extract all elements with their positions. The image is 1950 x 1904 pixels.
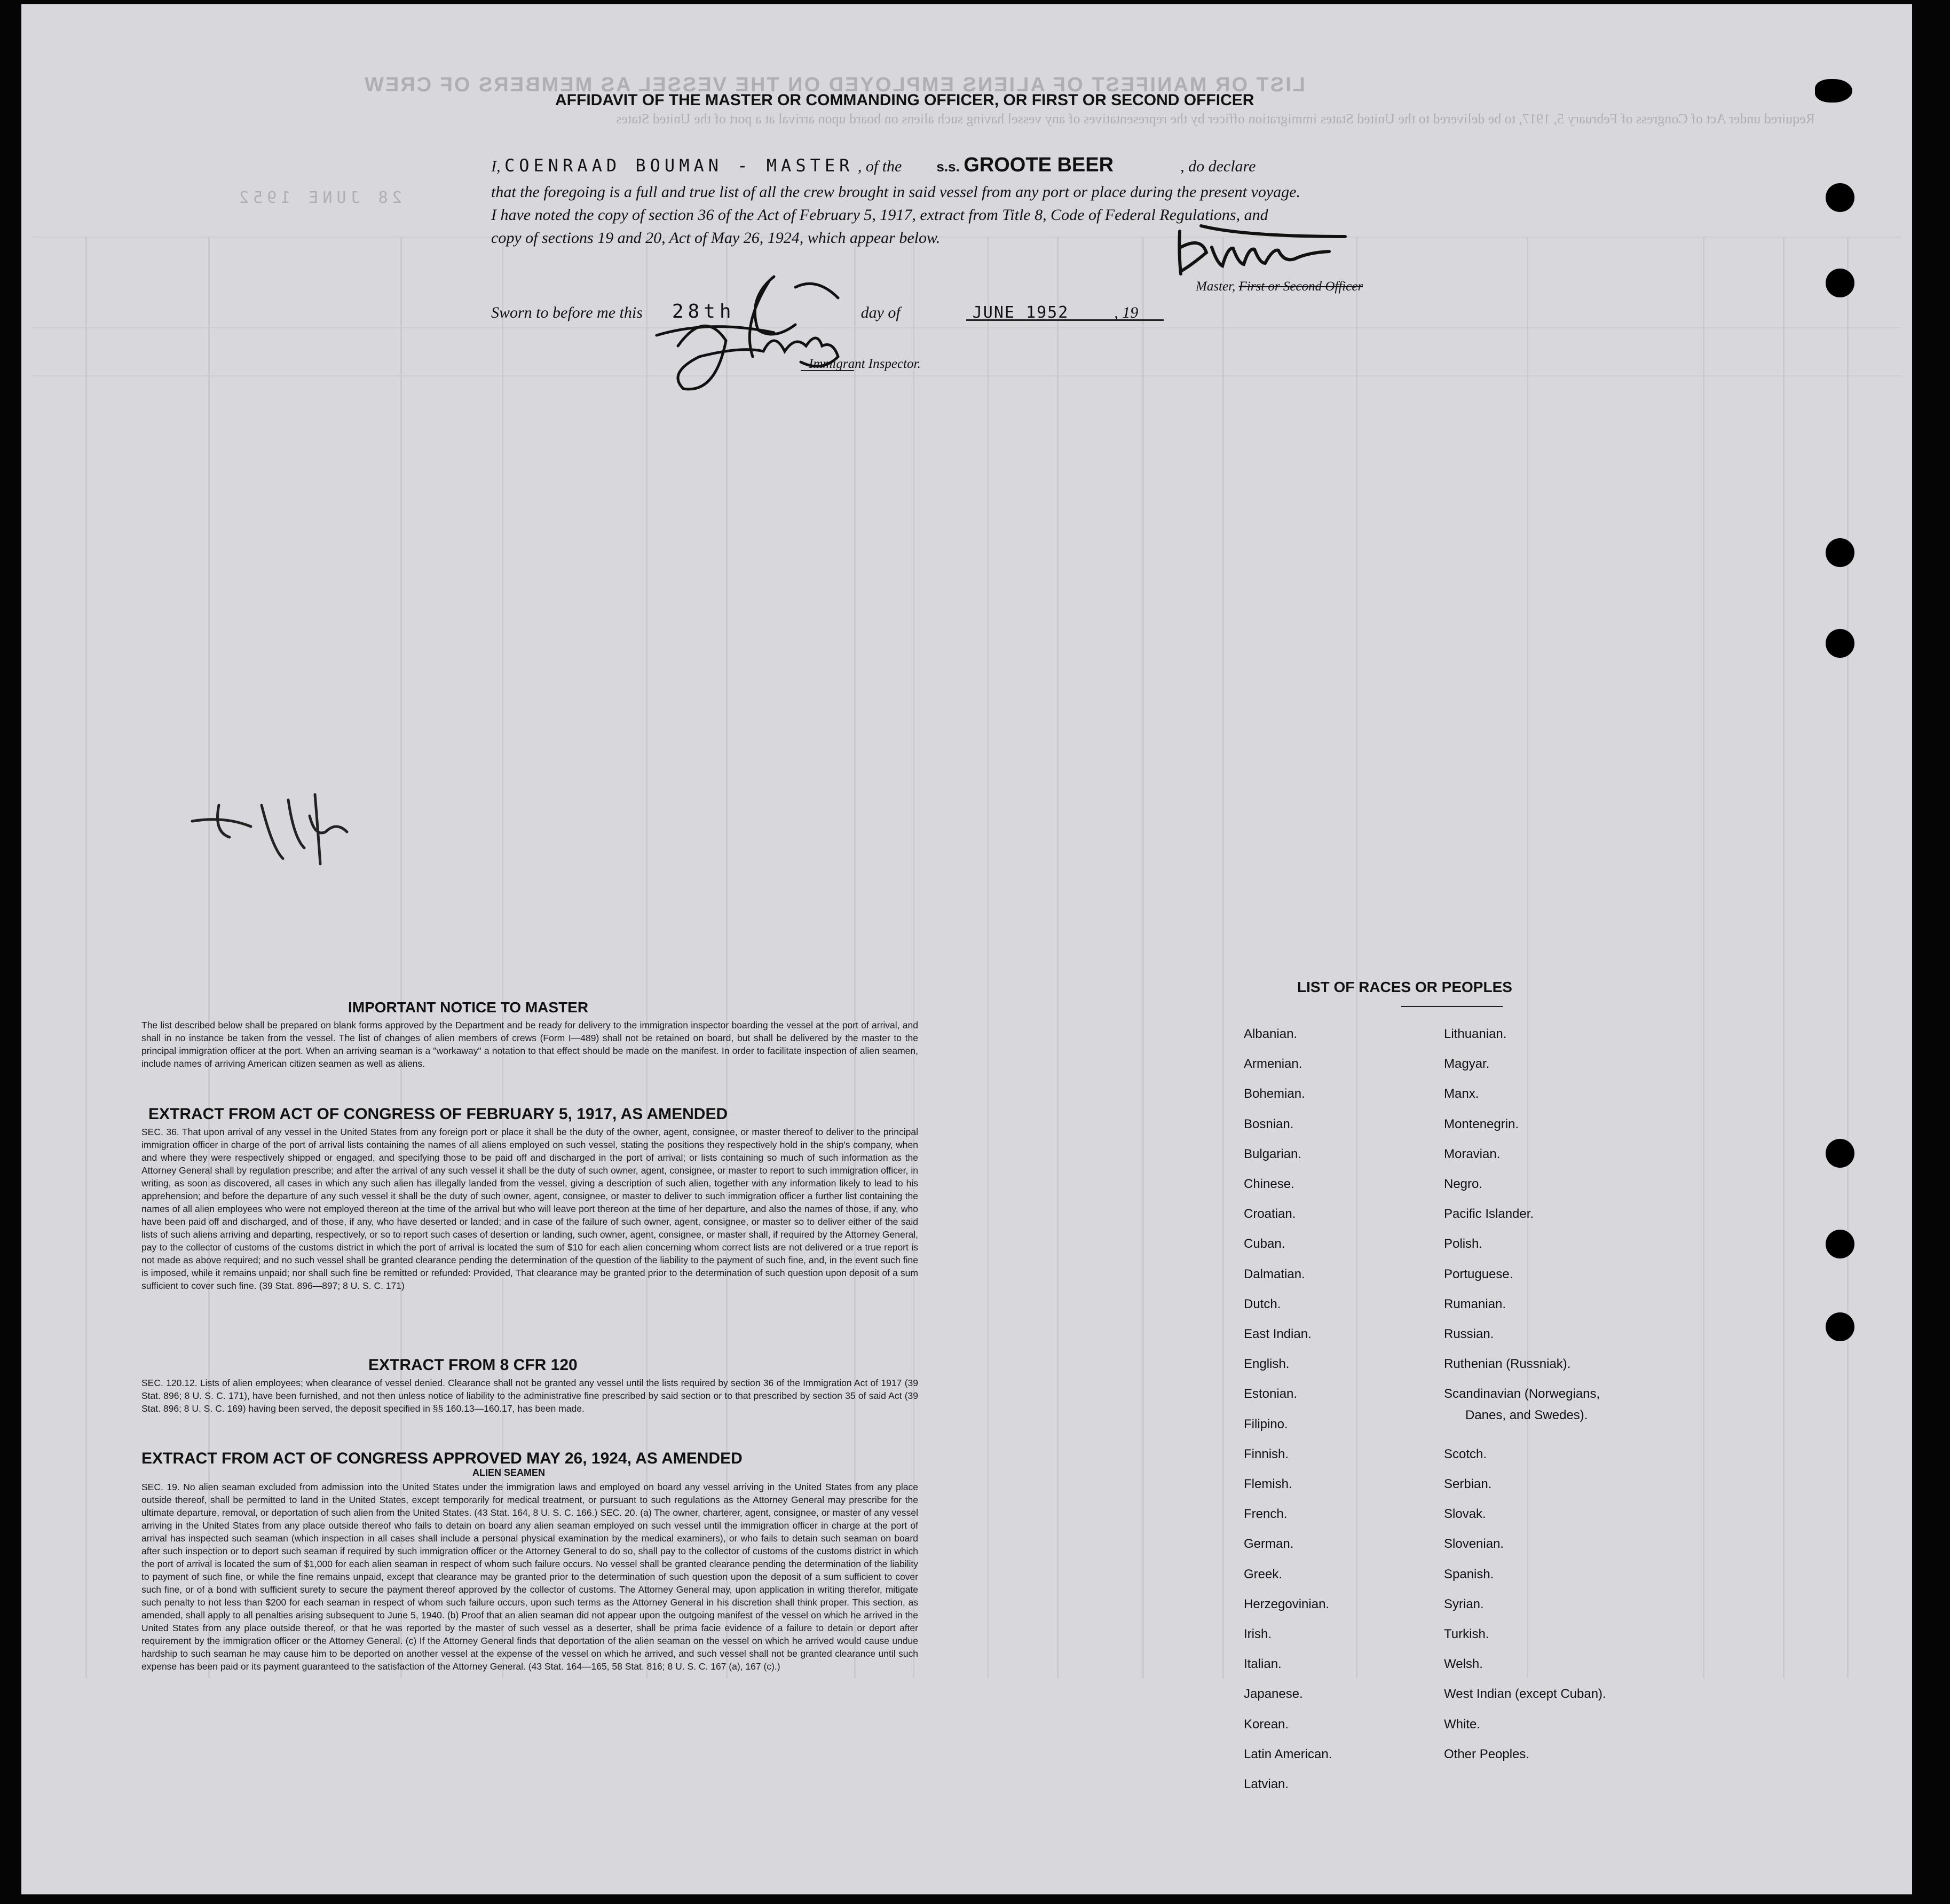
notice-body: The list described below shall be prepared on blank forms approved by the Department and be ready for delivery to the immigration inspector boarding the vessel at the port of arrival, and shall in no instance be taken from the vessel. The list of changes of alien members of crews (Form I—489) shall not be retained on board, but shall be delivered by the master to the principal immigration officer at the port. When an arriving seaman is a "workaway" a notation to that effect should be made on the manifest. In order to facilitate inspection of alien seamen, include names of arriving American citizen seamen as well as aliens. — [141, 1020, 918, 1069]
bleed-date-stamp: 28 JUNE 1952 — [235, 188, 402, 207]
affidavit-title: AFFIDAVIT OF THE MASTER OR COMMANDING OFFICER, OR FIRST OR SECOND OFFICER — [555, 91, 1254, 109]
race-item: Spanish. — [1444, 1567, 1494, 1582]
race-item: Bohemian. — [1244, 1087, 1305, 1102]
race-item: Latvian. — [1244, 1777, 1289, 1791]
race-item: Flemish. — [1244, 1477, 1292, 1491]
affidavit-line3: I have noted the copy of section 36 of the Act of February 5, 1917, extract from Title 8, Code of Federal Regulations, and — [491, 206, 1268, 224]
race-item: Albanian. — [1244, 1027, 1298, 1041]
race-item: Lithuanian. — [1444, 1027, 1507, 1041]
race-item: West Indian (except Cuban). — [1444, 1687, 1606, 1702]
extract-1917-body: SEC. 36. That upon arrival of any vessel in the United States from any foreign port or place it shall be the duty of the owner, agent, consignee, or master thereof to deliver to the principal immigration officer in charge of the port of arrival lists containing the names of all aliens employed on such vessel, stating the positions they respectively hold in the ship's company, when and where they were respectively shipped or engaged, and specifying those to be paid off and discharged in the port of arrival; or lists containing so much of such information as the Attorney General shall by regulation prescribe; and after the arrival of any such vessel it shall be the duty of such owner, agent, consignee, or master to report to such immigration officer, in writing, as soon as discovered, all cases in which any such alien has illegally landed from the vessel, giving a description of such alien, together with any information likely to lead to his apprehension; and before the departure of any such vessel it shall be the duty of such owner, agent, consignee, or master to deliver to such immigration officer a further list containing the names of all alien employees who were not employed thereon at the time of the arrival but who will leave port thereon at the time of her departure, and also the names of those, if any, who have been paid off and discharged, and of those, if any, who have deserted or landed; and in case of the failure of such owner, agent, consignee, or master so to deliver either of the said lists of such aliens arriving and departing, respectively, or so to report such cases of desertion or landing, such owner, agent, consignee, or master shall, if required by the Attorney General, pay to the collector of customs of the customs district in which the port of arrival is located the sum of $10 for each alien concerning whom correct lists are not delivered or a true report is not made as above required; and no such vessel shall be granted clearance pending the determination of the question of the liability to the payment of such fine, and, in the event such fine is imposed, while it remains unpaid; nor shall such fine be remitted or refunded: Provided, That clearance may be granted prior to the determination of such question upon deposit of a sum sufficient to cover such fine. (39 Stat. 896—897; 8 U. S. C. 171) — [141, 1127, 918, 1291]
race-item: Slovak. — [1444, 1507, 1486, 1522]
race-item: Bulgarian. — [1244, 1146, 1302, 1161]
vessel-name: GROOTE BEER — [964, 154, 1114, 176]
extract-1924-body: SEC. 19. No alien seaman excluded from admission into the United States under the immigration laws and employed on board any vessel arriving in the United States from any place outside thereof, shall be permitted to land in the United States, except temporarily for medical treatment, or pursuant to such regulations as the Attorney General may prescribe for the ultimate departure, removal, or deportation of such alien from the United States. (43 Stat. 164, 8 U. S. C. 166.) SEC. 20. (a) The owner, charterer, agent, consignee, or master of any vessel arriving in the United States from any place outside thereof who fails to detain on board any alien seaman employed on such vessel until the immigration officer in charge at the port of arrival has inspected such seaman (which inspection in all cases shall include a personal physical examination by the medical examiners), or who fails to detain such seaman on board after such inspection or to deport such seaman if required by such immigration officer or the Attorney General to do so, shall pay to the collector of customs of the customs district in which the port of arrival is located the sum of $1,000 for each alien seaman in respect of whom such failure occurs. No vessel shall be granted clearance pending the determination of the liability to payment of such fine, or while the fine remains unpaid, except that clearance may be granted prior to the determination of such question upon the deposit of a sum sufficient to cover such fine, or of a bond with sufficient surety to secure the payment thereof approved by the collector of customs. The Attorney General may, upon application in writing therefor, mitigate such penalty to not less than $200 for each seaman in respect of whom such failure occurs, upon such terms as the Attorney General in his discretion shall think proper. This section, as amended, shall apply to all penalties arising subsequent to June 5, 1940. (b) Proof that an alien seaman did not appear upon the outgoing manifest of the vessel on which he arrived in the United States from any place outside thereof, or that he was reported by the master of such vessel as a deserter, shall be prima facie evidence of a failure to detain or deport after requirement by the immigration officer or the Attorney General. (c) If the Attorney General finds that deportation of the alien seaman on the vessel on which he arrived would cause undue hardship to such seaman he may cause him to be deported on another vessel at the expense of the vessel on which he arrived, and such vessel shall not be granted clearance until such expense has been paid or its payment guaranteed to the satisfaction of the Attorney General. (43 Stat. 164—165, 58 Stat. 816; 8 U. S. C. 167 (a), 167 (c).) — [141, 1482, 918, 1672]
race-item: Greek. — [1244, 1567, 1283, 1582]
race-item: German. — [1244, 1537, 1294, 1552]
sworn-prefix: Sworn to before me this — [491, 304, 643, 321]
sworn-day-of: day of — [860, 304, 901, 321]
affidavit-of-the: , of the — [857, 158, 902, 175]
inspector-signature — [635, 266, 870, 405]
race-item: Serbian. — [1444, 1477, 1492, 1491]
race-item: Moravian. — [1444, 1146, 1501, 1161]
master-name-handwritten: COENRAAD BOUMAN - MASTER — [504, 155, 854, 176]
sworn-date-rule — [966, 319, 1164, 321]
extract-1917-title: EXTRACT FROM ACT OF CONGRESS OF FEBRUARY 5, 1917, AS AMENDED — [148, 1105, 728, 1123]
race-item: Japanese. — [1244, 1687, 1303, 1702]
race-item: Ruthenian (Russniak). — [1444, 1357, 1571, 1372]
punch-hole — [1826, 269, 1854, 297]
bleed-title: LIST OR MANIFEST OF ALIENS EMPLOYED ON THE VESSEL AS MEMBERS OF CREW — [363, 74, 1305, 96]
race-item: Montenegrin. — [1444, 1116, 1519, 1131]
race-item: Latin American. — [1244, 1746, 1332, 1761]
race-item: Pacific Islander. — [1444, 1207, 1534, 1222]
manifest-sheet — [21, 4, 1912, 1894]
race-item: Manx. — [1444, 1087, 1479, 1102]
sworn-year: , 19 — [1114, 304, 1139, 321]
extract-1924-title: EXTRACT FROM ACT OF CONGRESS APPROVED MAY 26, 1924, AS AMENDED — [141, 1450, 743, 1467]
race-item: Turkish. — [1444, 1627, 1489, 1641]
race-item: Herzegovinian. — [1244, 1596, 1330, 1611]
race-item: Portuguese. — [1444, 1266, 1513, 1281]
master-label: Master, — [1196, 279, 1236, 294]
punch-hole — [1826, 538, 1854, 567]
affidavit-line4: copy of sections 19 and 20, Act of May 26, 1924, which appear below. — [491, 229, 941, 247]
bleed-required-text: Required under Act of Congress of February 5, 1917, to be delivered to the United States immigration officer by the representatives of any vessel having such aliens on board upon arrival at a port of the United States — [616, 111, 1815, 127]
races-title: LIST OF RACES OR PEOPLES — [1297, 979, 1512, 995]
handwritten-mark — [181, 784, 363, 869]
punch-hole — [1826, 183, 1854, 212]
race-item: Danes, and Swedes). — [1465, 1408, 1588, 1423]
affidavit-declare: , do declare — [1180, 158, 1256, 175]
master-title-line — [1196, 279, 1363, 294]
races-title-rule — [1401, 1006, 1503, 1007]
race-item: Slovenian. — [1444, 1537, 1504, 1552]
race-item: Russian. — [1444, 1327, 1494, 1341]
race-item: Finnish. — [1244, 1446, 1289, 1461]
struck-officer-label: First or Second Officer — [1238, 279, 1363, 294]
race-item: Scandinavian (Norwegians, — [1444, 1387, 1600, 1402]
race-item: Bosnian. — [1244, 1116, 1294, 1131]
race-item: Filipino. — [1244, 1417, 1288, 1431]
race-item: Estonian. — [1244, 1387, 1298, 1402]
sworn-month-stamp: JUNE 1952 — [972, 303, 1069, 322]
punch-hole — [1826, 1230, 1854, 1258]
race-item: Magyar. — [1444, 1057, 1490, 1072]
race-item: Scotch. — [1444, 1446, 1487, 1461]
vessel-prefix: s.s. — [936, 159, 960, 175]
race-item: Armenian. — [1244, 1057, 1302, 1072]
affidavit-line1 — [491, 154, 1256, 177]
extract-cfr-body: SEC. 120.12. Lists of alien employees; when clearance of vessel denied. Clearance shall not be granted any vessel until the lists required by section 36 of the Immigration Act of 1917 (39 Stat. 896; 8 U. S. C. 171), have been furnished, and not then unless notice of liability to the administrative fine prescribed by said section or to that prescribed by section 35 of said Act (39 Stat. 896; 8 U. S. C. 169) having been served, the deposit specified in §§ 160.13—160.17, has been made. — [141, 1378, 918, 1414]
race-item: French. — [1244, 1507, 1288, 1522]
extract-1924-subtitle: ALIEN SEAMEN — [472, 1467, 546, 1478]
inspector-label: Immigrant Inspector. — [809, 357, 921, 371]
race-item: Syrian. — [1444, 1596, 1484, 1611]
race-item: Cuban. — [1244, 1237, 1285, 1252]
race-item: Italian. — [1244, 1657, 1282, 1672]
race-item: English. — [1244, 1357, 1290, 1372]
race-item: Dalmatian. — [1244, 1266, 1305, 1281]
race-item: Irish. — [1244, 1627, 1272, 1641]
race-item: Korean. — [1244, 1717, 1289, 1732]
notice-title: IMPORTANT NOTICE TO MASTER — [348, 999, 589, 1016]
punch-hole — [1815, 79, 1852, 103]
race-item: East Indian. — [1244, 1327, 1312, 1341]
race-item: Negro. — [1444, 1177, 1483, 1191]
punch-hole — [1826, 629, 1854, 658]
affidavit-line2: that the foregoing is a full and true list of all the crew brought in said vessel from any port or place during the present voyage. — [491, 183, 1300, 201]
affidavit-prefix: I, — [491, 158, 501, 175]
race-item: Chinese. — [1244, 1177, 1294, 1191]
race-item: White. — [1444, 1717, 1481, 1732]
race-item: Rumanian. — [1444, 1296, 1506, 1311]
race-item: Other Peoples. — [1444, 1746, 1530, 1761]
punch-hole — [1826, 1139, 1854, 1168]
sworn-day-handwritten: 28th — [672, 301, 736, 322]
race-item: Polish. — [1444, 1237, 1483, 1252]
punch-hole — [1826, 1312, 1854, 1341]
race-item: Welsh. — [1444, 1657, 1483, 1672]
race-item: Croatian. — [1244, 1207, 1296, 1222]
race-item: Dutch. — [1244, 1296, 1281, 1311]
extract-cfr-title: EXTRACT FROM 8 CFR 120 — [368, 1356, 578, 1374]
